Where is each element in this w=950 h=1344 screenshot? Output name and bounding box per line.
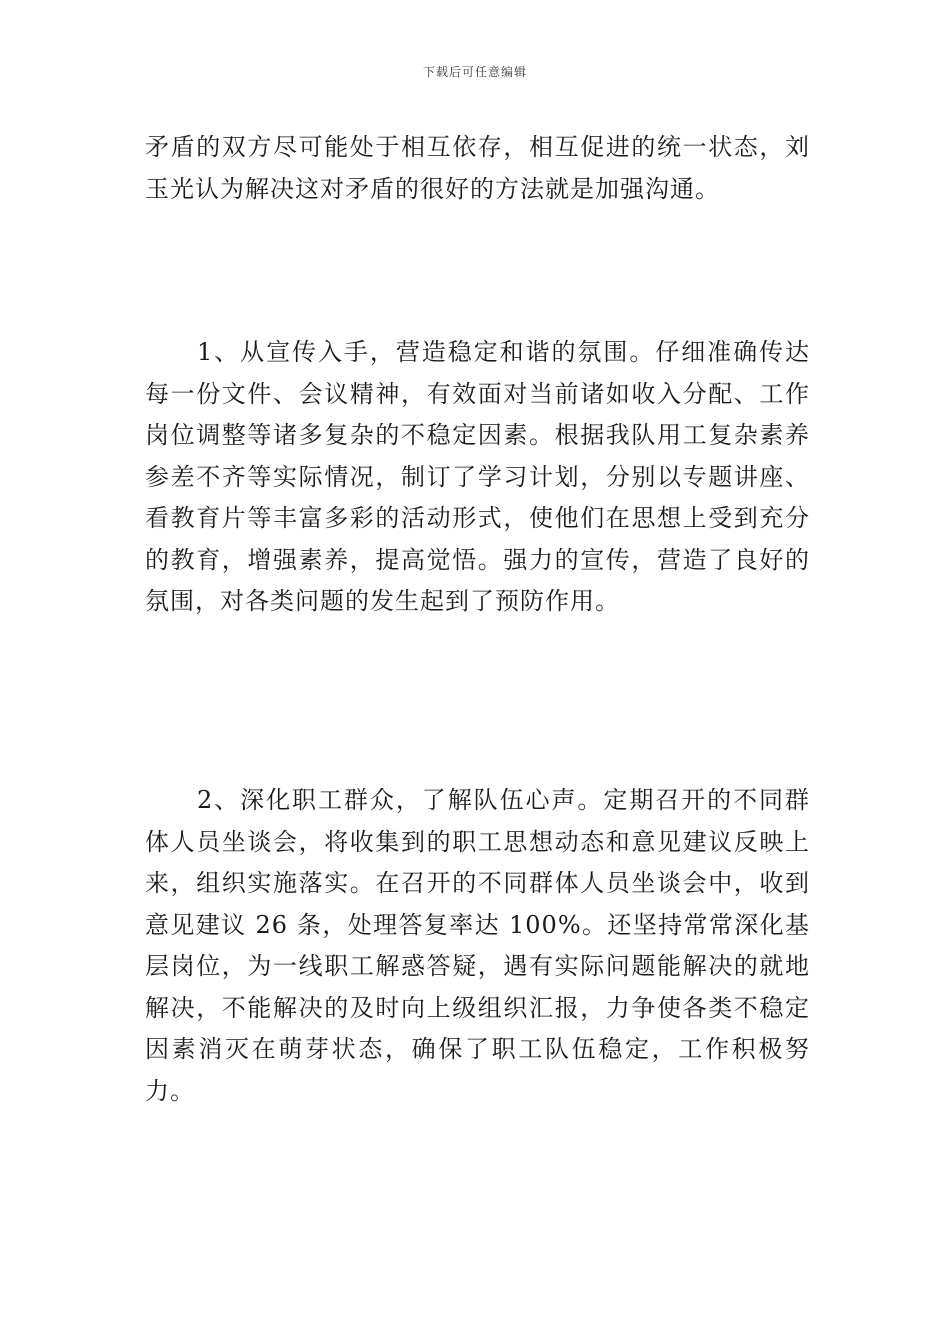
paragraph-item-1: 1、从宣传入手，营造稳定和谐的氛围。仔细准确传达每一份文件、会议精神，有效面对当前诸如收入分配、工作岗位调整等诸多复杂的不稳定因素。根据我队用工复杂素养参差不齐等实际情况，制订了学习计划，分别以专题讲座、看教育片等丰富多彩的活动形式，使他们在思想上受到充分的教育，增强素养，提高觉悟。强力的宣传，营造了良好的氛围，对各类问题的发生起到了预防作用。 bbox=[145, 338, 810, 615]
paragraph-intro: 矛盾的双方尽可能处于相互依存，相互促进的统一状态，刘玉光认为解决这对矛盾的很好的方法就是加强沟通。 bbox=[145, 133, 810, 203]
paragraph-item-2: 2、深化职工群众，了解队伍心声。定期召开的不同群体人员坐谈会，将收集到的职工思想动态和意见建议反映上来，组织实施落实。在召开的不同群体人员坐谈会中，收到意见建议 26 条，处理答复率达 100%。还坚持常常深化基层岗位，为一线职工解惑答疑，遇有实际问题能解决的就地解决，不能解决的及时向上级组织汇报，力争使各类不稳定因素消灭在萌芽状态，确保了职工队伍稳定，工作积极努力。 bbox=[145, 786, 810, 1105]
header-note: 下载后可任意编辑 bbox=[422, 65, 527, 79]
